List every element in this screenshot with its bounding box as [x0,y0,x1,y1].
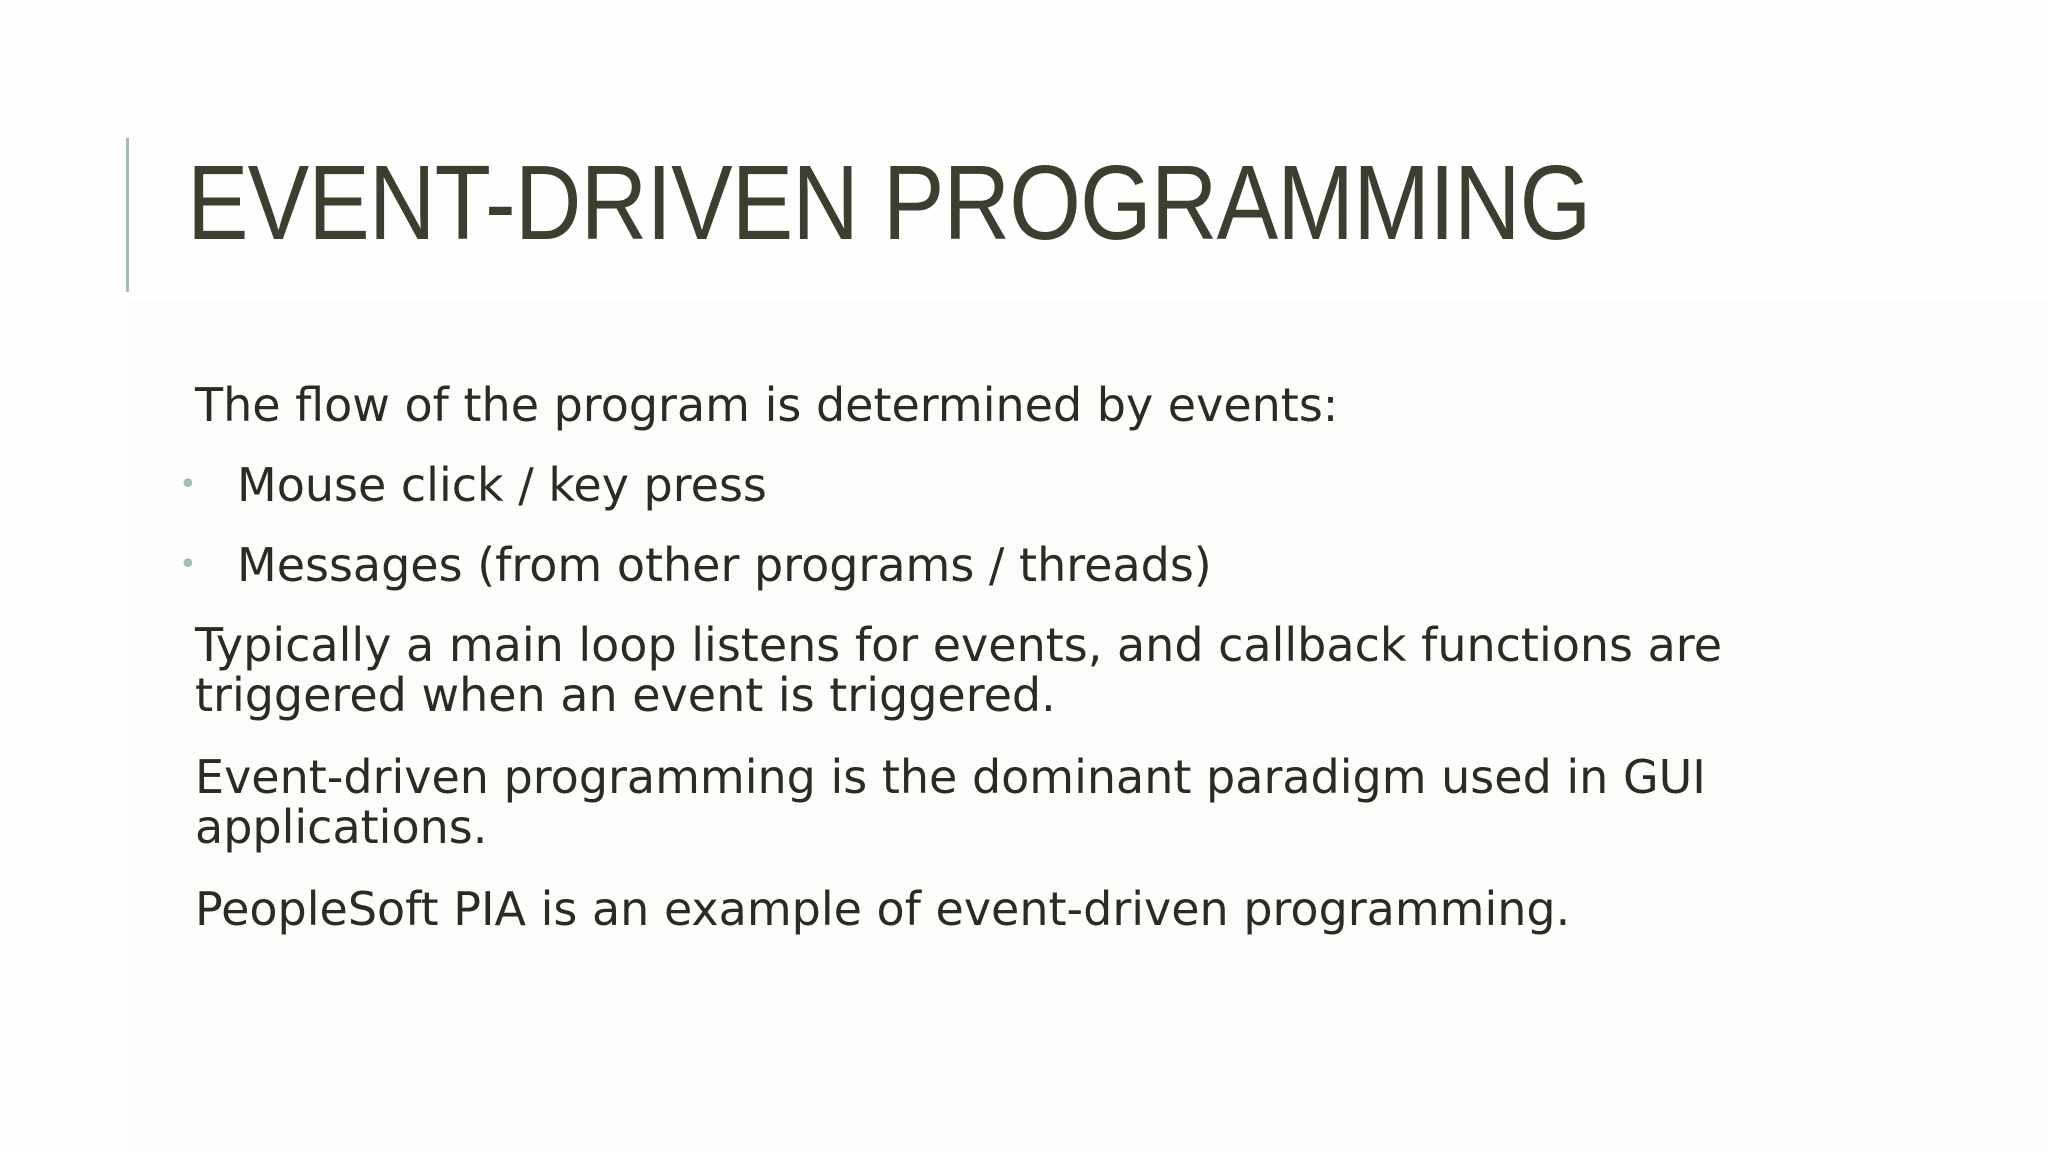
bullet-text: Mouse click / key press [237,458,767,512]
bullet-item [175,460,1775,510]
bullet-text: Messages (from other programs / threads) [237,538,1212,592]
slide-body [175,380,1775,934]
bullet-icon: • [179,547,197,582]
slide-title: EVENT-DRIVEN PROGRAMMING [187,144,1591,262]
paragraph-gui: Event-driven programming is the dominant paradigm used in GUI applications. [195,750,1706,854]
title-accent-bar [126,138,129,292]
bullet-icon: • [179,467,197,502]
bullet-item [175,540,1775,590]
intro-text: The flow of the program is determined by events: [195,378,1339,432]
paragraph-peoplesoft: PeopleSoft PIA is an example of event-driven programming. [195,882,1571,936]
paragraph-callbacks: Typically a main loop listens for events, and callback functions are triggered when an event is triggered. [195,618,1723,722]
